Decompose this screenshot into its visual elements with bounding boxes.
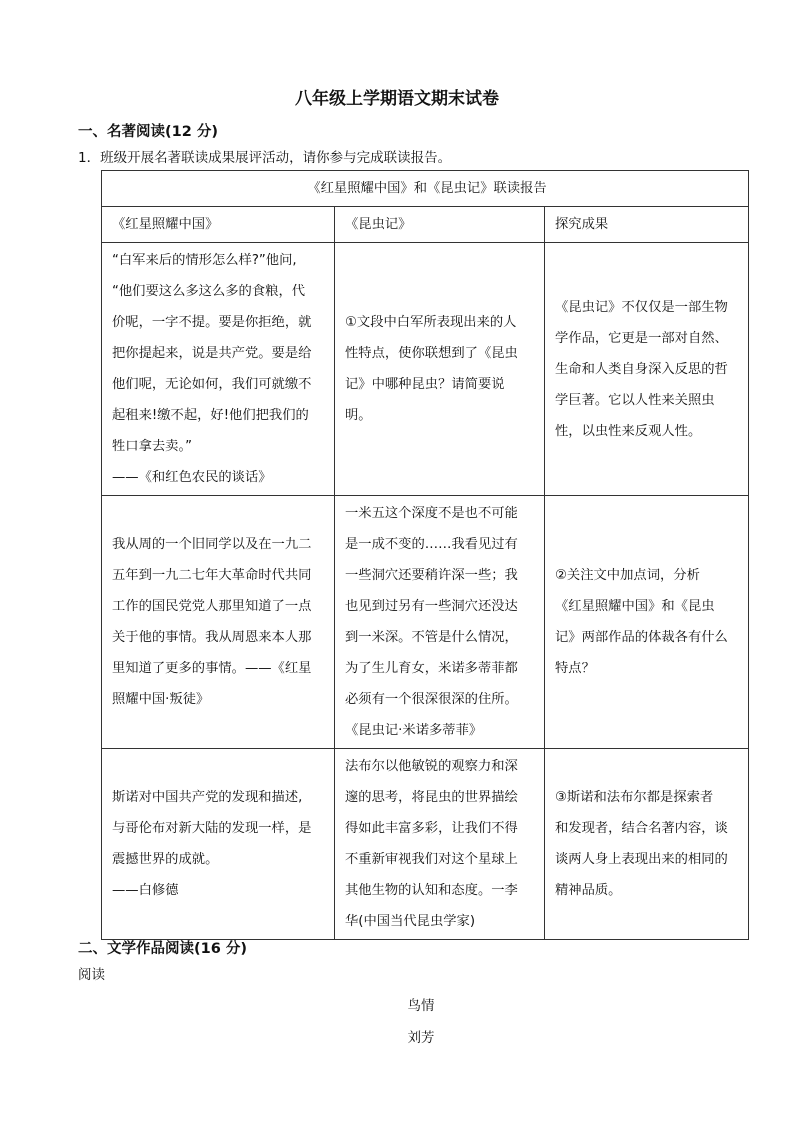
row1-kunchongji-cell bbox=[335, 243, 545, 496]
table-caption: 《红星照耀中国》和《昆虫记》联读报告 bbox=[102, 171, 749, 207]
cell-line: 生命和人类自身深入反思的哲 bbox=[555, 361, 728, 377]
reading-instruction: 阅读 bbox=[78, 967, 105, 983]
cell-line: 为了生儿育女，米诺多蒂菲都 bbox=[345, 661, 518, 676]
article-author: 刘芳 bbox=[407, 1030, 435, 1046]
cell-line: ——《和红色农民的谈话》 bbox=[112, 470, 272, 485]
cell-line: 不重新审视我们对这个星球上 bbox=[345, 852, 518, 867]
cell-line: 必须有一个很深很深的住所。 bbox=[345, 692, 518, 707]
cell-line: 五年到一九二七年大革命时代共同 bbox=[112, 568, 312, 583]
cell-line: 谈两人身上表现出来的相同的 bbox=[555, 852, 728, 867]
cell-line: 斯诺对中国共产党的发现和描述, bbox=[112, 790, 303, 805]
cell-line: ——白修德 bbox=[112, 883, 179, 898]
cell-line: 性特点，使你联想到了《昆虫 bbox=[345, 346, 518, 361]
cell-line: 关于他的事情。我从周恩来本人那 bbox=[112, 630, 312, 645]
cell-line: 特点？ bbox=[555, 661, 595, 676]
cell-line: 其他生物的认知和态度。一李 bbox=[345, 883, 518, 898]
cell-line: ②关注文中加点词，分析 bbox=[555, 568, 700, 583]
cell-line: 价呢，一字不提。要是你拒绝，就 bbox=[112, 315, 312, 330]
cell-line: 到一米深。不管是什么情况， bbox=[345, 630, 518, 645]
table-row bbox=[102, 243, 749, 496]
cell-line: “他们要这么多这么多的食粮，代 bbox=[112, 284, 306, 299]
cell-line: 是一成不变的……我看见过有 bbox=[345, 537, 518, 552]
row2-hongxing-cell bbox=[102, 496, 335, 749]
cell-line: ③斯诺和法布尔都是探索者 bbox=[555, 790, 714, 805]
cell-line: 《红星照耀中国》和《昆虫 bbox=[555, 599, 715, 614]
cell-line: 《昆虫记·米诺多蒂菲》 bbox=[345, 723, 483, 738]
cell-line: 里知道了更多的事情。——《红星 bbox=[112, 661, 312, 676]
cell-line: 工作的国民党党人那里知道了一点 bbox=[112, 599, 312, 614]
header-kunchongji: 《昆虫记》 bbox=[335, 207, 545, 243]
section1-heading: 一、名著阅读(12 分) bbox=[78, 124, 218, 140]
cell-line: 把你提起来，说是共产党。要是给 bbox=[112, 346, 312, 361]
row3-findings-cell bbox=[545, 749, 749, 940]
exam-title: 八年级上学期语文期末试卷 bbox=[295, 89, 499, 109]
row1-hongxing-cell bbox=[102, 243, 335, 496]
row3-hongxing-cell bbox=[102, 749, 335, 940]
cell-line: 一米五这个深度不是也不可能 bbox=[345, 506, 518, 521]
cell-line: 得如此丰富多彩，让我们不得 bbox=[345, 821, 518, 836]
cell-line: 记》两部作品的体裁各有什么 bbox=[555, 630, 728, 645]
cell-line: 精神品质。 bbox=[555, 883, 622, 898]
cell-line: 法布尔以他敏锐的观察力和深 bbox=[345, 759, 518, 774]
cell-line: 华(中国当代昆虫学家) bbox=[345, 914, 476, 929]
cell-line: 我从周的一个旧同学以及在一九二 bbox=[112, 537, 312, 552]
cell-line: 一些洞穴还要稍许深一些；我 bbox=[345, 568, 518, 583]
cell-line: 学巨著。它以人性来关照虫 bbox=[555, 392, 715, 408]
table-row bbox=[102, 496, 749, 749]
cell-line: 与哥伦布对新大陆的发现一样，是 bbox=[112, 821, 312, 836]
cell-line: ①文段中白军所表现出来的人 bbox=[345, 315, 517, 330]
cell-line: 起租来!缴不起，好!他们把我们的 bbox=[112, 408, 309, 423]
cell-line: 震撼世界的成就。 bbox=[112, 852, 219, 867]
header-hongxing: 《红星照耀中国》 bbox=[102, 207, 335, 243]
cell-line: 也见到过另有一些洞穴还没达 bbox=[345, 599, 518, 614]
cell-line: 和发现者，结合名著内容，谈 bbox=[555, 821, 728, 836]
row2-findings-cell bbox=[545, 496, 749, 749]
cell-line: 学作品，它更是一部对自然、 bbox=[555, 330, 728, 346]
cell-line: 《昆虫记》不仅仅是一部生物 bbox=[555, 299, 728, 315]
cell-line: 性，以虫性来反观人性。 bbox=[555, 423, 702, 439]
cell-line: 牲口拿去卖。” bbox=[112, 439, 193, 454]
cell-line: “白军来后的情形怎么样?”他问, bbox=[112, 253, 297, 268]
joint-reading-report-table bbox=[101, 170, 749, 940]
cell-line: 照耀中国·叛徒》 bbox=[112, 692, 210, 707]
row3-kunchongji-cell bbox=[335, 749, 545, 940]
article-title: 鸟情 bbox=[407, 998, 435, 1014]
row1-findings-cell bbox=[545, 243, 749, 496]
cell-line: 邃的思考，将昆虫的世界描绘 bbox=[345, 790, 518, 805]
cell-line: 明。 bbox=[345, 408, 372, 423]
header-findings: 探究成果 bbox=[545, 207, 749, 243]
section2-heading: 二、文学作品阅读(16 分) bbox=[78, 941, 247, 957]
question-1-stem: 1．班级开展名著联读成果展评活动，请你参与完成联读报告。 bbox=[78, 150, 452, 166]
cell-line: 他们呢，无论如何，我们可就缴不 bbox=[112, 377, 312, 392]
row2-kunchongji-cell bbox=[335, 496, 545, 749]
cell-line: 记》中哪种昆虫？请简要说 bbox=[345, 377, 505, 392]
table-row bbox=[102, 749, 749, 940]
